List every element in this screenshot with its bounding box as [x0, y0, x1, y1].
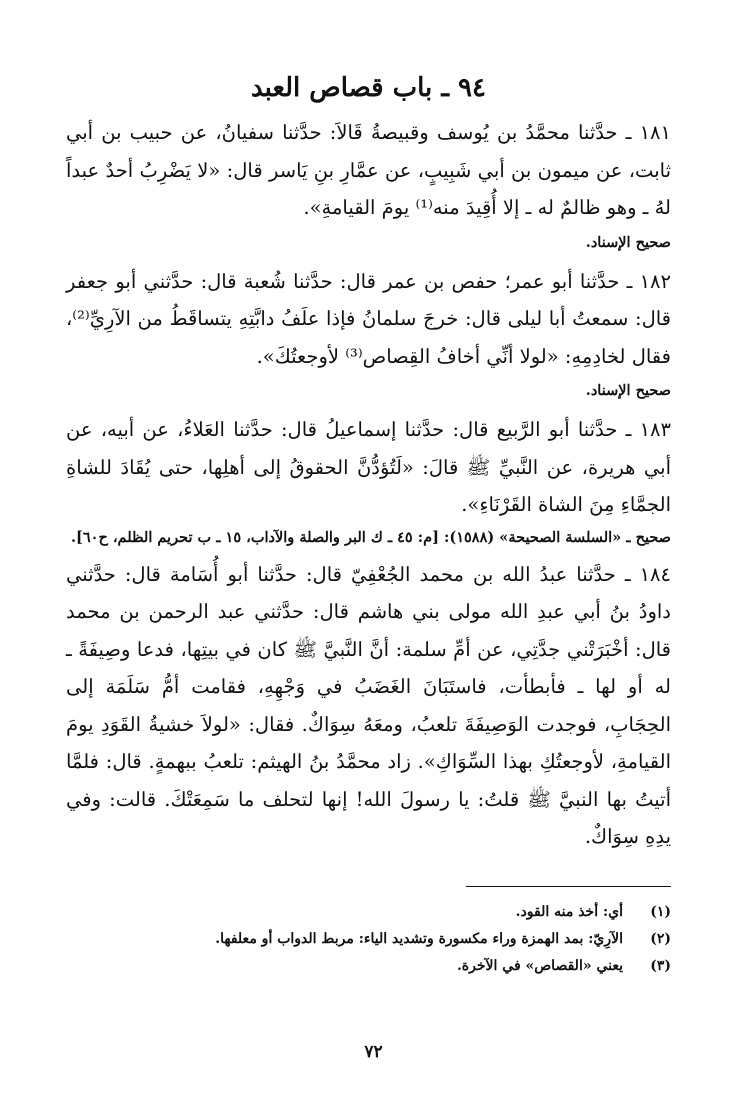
footnote-number: (٢) — [650, 930, 671, 947]
hadith-grading: صحيح الإسناد. — [585, 233, 671, 251]
footnote-number: (٣) — [650, 957, 671, 974]
hadith-text: ١٨١ ـ حدَّثنا محمَّدُ بن يُوسف وقبيصةُ قَالاَ: حدَّثنا سفيانُ، عن حبيب بن أبي ثابت، عن ميمون بن أبي شَبِيبٍ، عن عمَّارِ بنِ يَاسر قال: «لا يَضْرِبُ أحدٌ عبداً لهُ ـ وهو ظالمٌ له ـ إلا أُقِيدَ منه⁽¹⁾ يومَ القيامةِ». — [66, 121, 671, 219]
page-number: ٧٢ — [364, 1042, 383, 1062]
chapter-title: ٩٤ ـ باب قصاص العبد — [251, 73, 486, 103]
footnote-text: أي: أخذ منه القود. — [515, 903, 623, 920]
hadith-183 — [66, 411, 671, 550]
hadith-182 — [66, 263, 671, 406]
footnote-number: (١) — [650, 903, 671, 920]
footnote-text: يعني «القصاص» في الآخرة. — [456, 957, 623, 974]
hadith-184 — [66, 556, 671, 856]
hadith-181 — [66, 114, 671, 257]
footnote-text: الآرِيّ: بمد الهمزة وراء مكسورة وتشديد الياء: مربط الدواب أو معلفها. — [215, 930, 623, 947]
book-page — [66, 70, 671, 1080]
footnotes — [66, 899, 671, 980]
hadith-text: ١٨٤ ـ حدَّثنا عبدُ الله بن محمد الجُعْفِيّ قال: حدَّثنا أبو أُسَامة قال: حدَّثني داودُ بنُ أبي عبدِ الله مولى بني هاشم قال: حدَّثني عبد الرحمن بن محمد قال: أخْبَرَتْني جدَّتِي، عن أمِّ سلمة: أنَّ النَّبيَّ ﷺ كان في بيتِها، فدعا وصِيفَةً ـ له أو لها ـ فأبطأت، فاستَبَانَ الغَضَبُ في وَجْهِهِ، فقامت أمُّ سَلَمَة إلى الحِجَابِ، فوجدت الوَصِيفَةَ تلعبُ، ومعَهُ سِوَاكٌ. فقال: «لولاَ خشيةُ القَوَدِ يومَ القيامةِ، لأوجعتُكِ بهذا السِّوَاكِ». زاد محمَّدُ بنُ الهيثم: تلعبُ ببهمةٍ. قال: فلمَّا أتيتُ بها النبيَّ ﷺ قلتُ: يا رسولَ الله! إنها لتحلف ما سَمِعَتْكَ. قالت: وفي يدِهِ سِوَاكٌ. — [66, 562, 671, 848]
hadith-grading: صحيح الإسناد. — [585, 382, 671, 399]
hadith-grading: صحيح ـ «السلسة الصحيحة» (١٥٨٨): [م: ٤٥ ـ ك البر والصلة والآداب، ١٥ ـ ب تحريم الظلم، ح٦٠]. — [70, 528, 671, 546]
footnote-item — [66, 926, 671, 953]
hadith-text: ١٨٢ ـ حدَّثنا أبو عمر؛ حفص بن عمر قال: حدَّثنا شُعبة قال: حدَّثني أبو جعفر قال: سمعتُ أبا ليلى قال: خرجَ سلمانُ فإذا علَفُ دابَّتِهِ يتساقَطُ من الآرِيِّ⁽²⁾، فقال لخادِمِهِ: «لولا أنِّي أخافُ القِصاص⁽³⁾ لأوجعتُكَ». — [66, 269, 671, 368]
hadith-text: ١٨٣ ـ حدَّثنا أبو الرَّبيع قال: حدَّثنا إسماعيلُ قال: حدَّثنا العَلاءُ، عن أبيه، عن أبي هريرة، عن النَّبيِّ ﷺ قالَ: «لَتُؤدُّنَّ الحقوقُ إلى أهلِها، حتى يُقَادَ للشاةِ الجمَّاءِ مِنَ الشاة القَرْنَاءِ». — [66, 418, 671, 516]
footnote-item — [66, 899, 671, 926]
footnote-divider — [466, 886, 671, 887]
footnote-item — [66, 953, 671, 980]
